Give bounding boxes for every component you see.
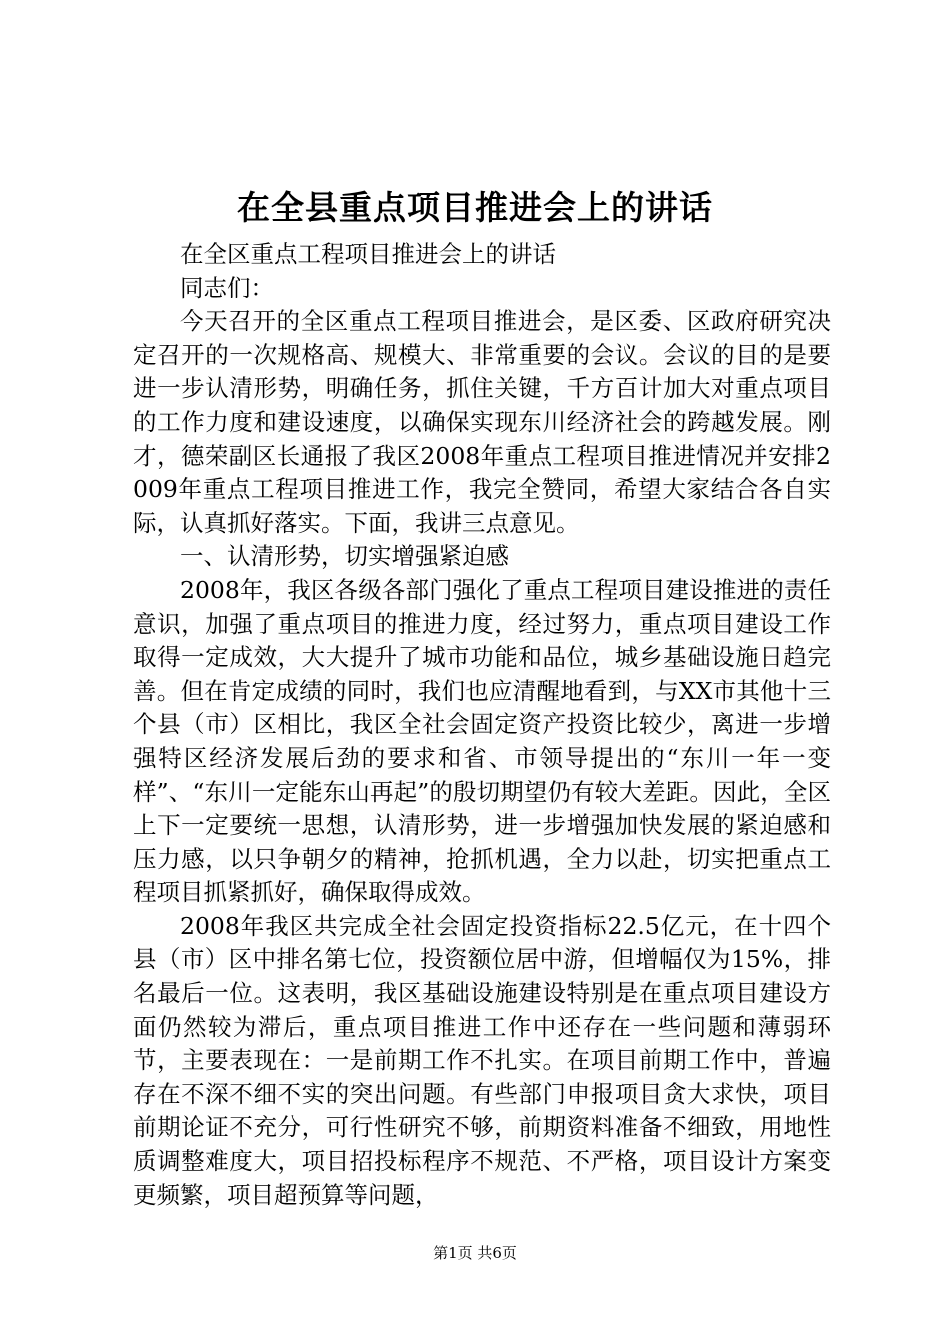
document-title: 在全县重点项目推进会上的讲话	[237, 188, 713, 227]
body-paragraph: 2008年我区共完成全社会固定投资指标22.5亿元，在十四个县（市）区中排名第七位，投资额位居中游，但增幅仅为15%，排名最后一位。这表明，我区基础设施建设特别是在重点项目建设方面仍然较为滞后，重点项目推进工作中还存在一些问题和薄弱环节，主要表现在：一是前期工作不扎实。在项目前期工作中，普遍存在不深不细不实的突出问题。有些部门申报项目贪大求快，项目前期论证不充分，可行性研究不够，前期资料准备不细致，用地性质调整难度大，项目招投标程序不规范、不严格，项目设计方案变更频繁，项目超预算等问题，	[133, 911, 831, 1209]
body-paragraph: 今天召开的全区重点工程项目推进会，是区委、区政府研究决定召开的一次规格高、规模大、非常重要的会议。会议的目的是要进一步认清形势，明确任务，抓住关键，千方百计加大对重点项目的工作力度和建设速度，以确保实现东川经济社会的跨越发展。刚才，德荣副区长通报了我区2008年重点工程项目推进情况并安排2009年重点工程项目推进工作，我完全赞同，希望大家结合各自实际，认真抓好落实。下面，我讲三点意见。	[133, 307, 831, 537]
document-body	[133, 238, 831, 1212]
page-number-footer: 第1页 共6页	[433, 1244, 517, 1262]
body-paragraph: 2008年，我区各级各部门强化了重点工程项目建设推进的责任意识，加强了重点项目的推进力度，经过努力，重点项目建设工作取得一定成效，大大提升了城市功能和品位，城乡基础设施日趋完善。但在肯定成绩的同时，我们也应清醒地看到，与XX市其他十三个县（市）区相比，我区全社会固定资产投资比较少，离进一步增强特区经济发展后劲的要求和省、市领导提出的“东川一年一变样”、“东川一定能东山再起”的殷切期望仍有较大差距。因此，全区上下一定要统一思想，认清形势，进一步增强加快发展的紧迫感和压力感，以只争朝夕的精神，抢抓机遇，全力以赴，切实把重点工程项目抓紧抓好，确保取得成效。	[133, 575, 831, 907]
subtitle-paragraph: 在全区重点工程项目推进会上的讲话	[180, 240, 556, 268]
section-heading: 一、认清形势，切实增强紧迫感	[180, 542, 509, 571]
salutation-paragraph: 同志们：	[180, 273, 274, 302]
